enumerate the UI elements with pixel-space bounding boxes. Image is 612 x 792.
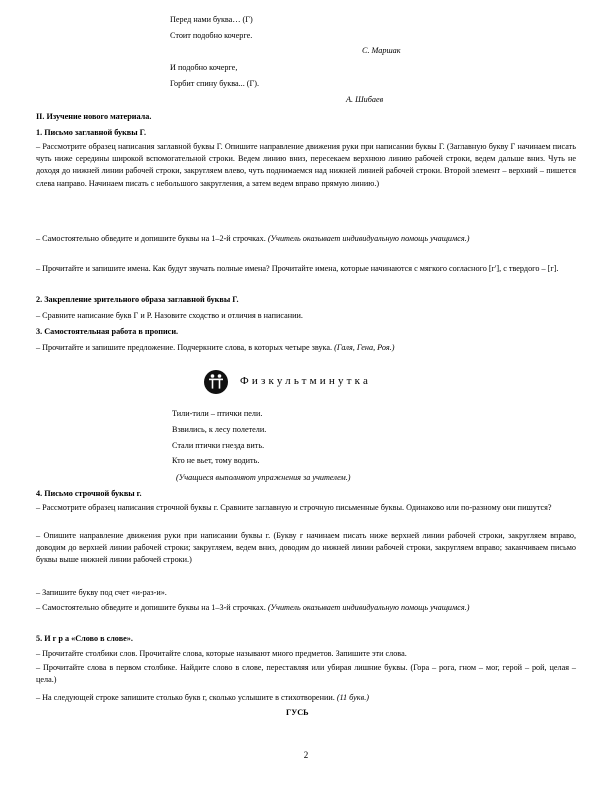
poem-line: Стоит подобно кочерге. [170,30,253,40]
paragraph: – Рассмотрите образец написания строчной буквы г. Сравните заглавную и строчную письменные буквы. Одинаково или по-разному они пишутся? [36,503,552,512]
page-number: 2 [303,750,309,760]
paragraph: – Прочитайте и запишите имена. Как будут звучать полные имена? Прочитайте имена, которые начинаются с мягкого согласного [г'], с твердого – [г]. [36,264,559,273]
document-page [36,0,576,792]
paragraph: – Самостоятельно обведите и допишите буквы на 1–2-й строчках. (Учитель оказывает индивидуальную помощь учащимся.) [36,234,470,243]
poem-marshak [170,14,253,46]
paragraph: – Самостоятельно обведите и допишите буквы на 1–3-й строчках. (Учитель оказывает индивидуальную помощь учащимся.) [36,603,470,612]
poem-shibaev [170,62,259,94]
poem-line: Стали птички гнезда вить. [172,440,265,450]
exercise-note: (Учащиеся выполняют упражнения за учителем.) [176,473,351,482]
paragraph: – На следующей строке запишите столько букв г, сколько услышите в стихотворении. (11 букв.) [36,693,369,702]
poem-line: И подобно кочерге, [170,63,238,72]
poem-line: Горбит спину буква... (Г). [170,78,260,88]
subsection-heading: 1. Письмо заглавной буквы Г. [36,128,147,137]
poem-line: Тили-тили – птички пели. [172,409,263,418]
poem-line: Кто не вьет, тому водить. [172,456,260,466]
paragraph: – Рассмотрите образец написания заглавной буквы Г. Опишите направление движения руки при написании буквы Г. (Заглавную букву Г начинаем писать чуть ниже середины широкой вспомогательной строки. Ведем линию вниз, пересекаем верхнюю линию рабочей строки, ведем дальше вниз. Чуть не доходя до нижней линии рабочей строки, закругляем влево, чуть поднимаемся над нижней линией рабочей строки. Второй элемент – верхний – пишется слева направо. Начинаем писать с небольшого закругления, а затем ведем вправо прямую линию.) [36,142,576,188]
subsection-heading: 3. Самостоятельная работа в прописи. [36,327,179,336]
subsection-heading: 2. Закрепление зрительного образа заглавной буквы Г. [36,295,239,304]
section-heading: II. Изучение нового материала. [36,112,152,121]
exercising-people-icon [204,370,228,394]
poem-line: Перед нами буква… (Г) [170,15,253,24]
poem-line: Взвились, к лесу полетели. [172,424,267,434]
poem-author-shibaev: А. Шибаев [346,95,384,104]
paragraph: – Сравните написание букв Г и Р. Назовите сходство и отличия в написании. [36,311,303,320]
paragraph: – Прочитайте слова в первом столбике. Найдите слово в слове, переставляя или убирая лишние буквы. (Гора – рога, гном – мог, герой – рой, целая – цела.) [36,663,576,685]
fizkultminutka-title: Физкультминутка [240,375,372,387]
poem-exercise [172,408,266,471]
paragraph: – Опишите направление движения руки при написании буквы г. (Букву г начинаем писать ниже верхней линии рабочей строки, закругляем вправо, доводим до верхней линии рабочей строки; закругляем, ведем вниз, доводим до нижней линии рабочей строки, закругляем вправо; заканчиваем письмо буквы выше нижней линии рабочей строки.) [36,531,576,565]
subsection-heading: 5. И г р а «Слово в слове». [36,634,133,643]
poem-author-marshak: С. Маршак [362,46,401,55]
paragraph: – Прочитайте столбики слов. Прочитайте слова, которые называют много предметов. Запишите эти слова. [36,649,407,658]
paragraph: – Запишите букву под счет «и-раз-и». [36,588,167,597]
subsection-heading: 4. Письмо строчной буквы г. [36,489,142,498]
answer-word: ГУСЬ [286,708,309,717]
paragraph: – Прочитайте и запишите предложение. Подчеркните слова, в которых четыре звука. (Галя, Гена, Роя.) [36,343,395,352]
